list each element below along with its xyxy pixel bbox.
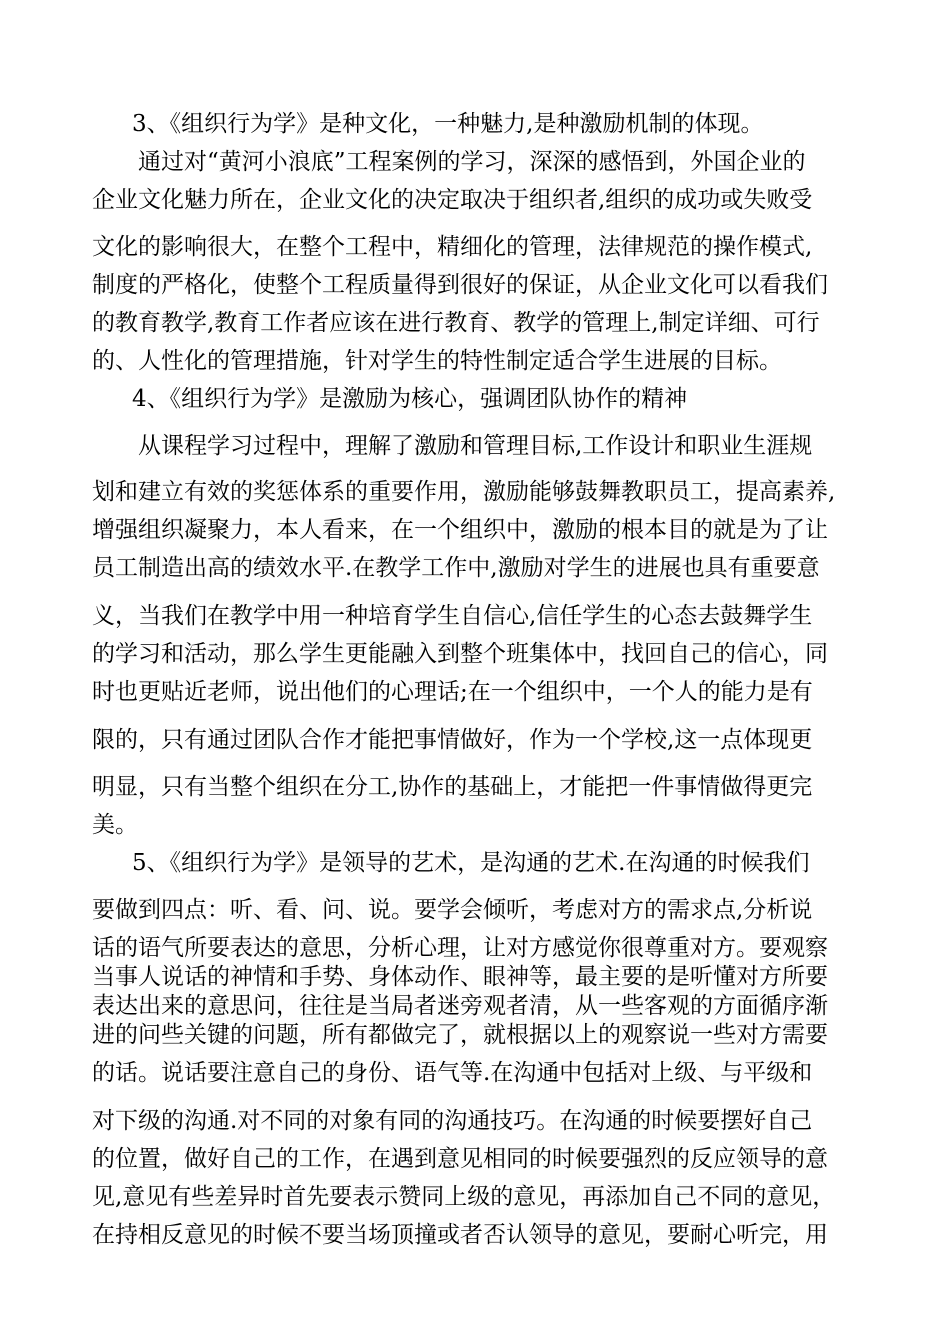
text-line: 从课程学习过程中，理解了激励和管理目标,工作设计和职业生涯规 <box>138 433 813 459</box>
text-line: 划和建立有效的奖惩体系的重要作用，激励能够鼓舞教职员工，提高素养, <box>92 479 836 505</box>
text-line: 对下级的沟通.对不同的对象有同的沟通技巧。在沟通的时候要摆好自己 <box>92 1108 813 1134</box>
text-line: 在持相反意见的时候不要当场顶撞或者否认领导的意见，要耐心听完，用 <box>92 1222 828 1248</box>
text-line: 要做到四点：听、看、问、说。要学会倾听，考虑对方的需求点,分析说 <box>92 897 813 923</box>
text-line: 的学习和活动，那么学生更能融入到整个班集体中，找回自己的信心，同 <box>92 641 828 667</box>
text-line: 限的，只有通过团队合作才能把事情做好，作为一个学校,这一点体现更 <box>92 727 813 753</box>
text-line: 5、《组织行为学》是领导的艺术，是沟通的艺术.在沟通的时候我们 <box>132 850 810 876</box>
text-line: 义，当我们在教学中用一种培育学生自信心,信任学生的心态去鼓舞学生 <box>92 603 813 629</box>
text-line: 制度的严格化，使整个工程质量得到很好的保证，从企业文化可以看我们 <box>92 272 828 298</box>
text-line: 当事人说话的神情和手势、身体动作、眼神等，最主要的是听懂对方所要 <box>92 964 828 990</box>
text-line: 的位置，做好自己的工作，在遇到意见相同的时候要强烈的反应领导的意 <box>92 1146 828 1172</box>
text-line: 增强组织凝聚力，本人看来，在一个组织中，激励的根本目的就是为了让 <box>92 517 828 543</box>
text-line: 话的语气所要表达的意思，分析心理，让对方感觉你很尊重对方。要观察 <box>92 935 828 961</box>
text-line: 企业文化魅力所在，企业文化的决定取决于组织者,组织的成功或失败受 <box>92 187 813 213</box>
text-line: 4、《组织行为学》是激励为核心，强调团队协作的精神 <box>132 386 688 412</box>
text-line: 文化的影响很大，在整个工程中，精细化的管理，法律规范的操作模式, <box>92 234 813 260</box>
text-line: 见,意见有些差异时首先要表示赞同上级的意见，再添加自己不同的意见， <box>92 1184 836 1210</box>
text-line: 的、人性化的管理措施，针对学生的特性制定适合学生进展的目标。 <box>92 348 782 374</box>
text-line: 时也更贴近老师，说出他们的心理话;在一个组织中，一个人的能力是有 <box>92 679 813 705</box>
text-line: 通过对“黄河小浪底”工程案例的学习，深深的感悟到，外国企业的 <box>138 149 806 175</box>
text-line: 表达出来的意思问，往往是当局者迷旁观者清，从一些客观的方面循序渐 <box>92 993 828 1019</box>
text-line: 的教育教学,教育工作者应该在进行教育、教学的管理上,制定详细、可行 <box>92 310 820 336</box>
text-line: 进的问些关键的问题，所有都做完了，就根据以上的观察说一些对方需要 <box>92 1022 828 1048</box>
text-line: 的话。说话要注意自己的身份、语气等.在沟通中包括对上级、与平级和 <box>92 1060 813 1086</box>
text-line: 员工制造出高的绩效水平.在教学工作中,激励对学生的进展也具有重要意 <box>92 555 820 581</box>
text-line: 美。 <box>92 812 138 838</box>
text-line: 明显，只有当整个组织在分工,协作的基础上，才能把一件事情做得更完 <box>92 774 813 800</box>
text-line: 3、《组织行为学》是种文化，一种魅力,是种激励机制的体现。 <box>132 111 764 137</box>
